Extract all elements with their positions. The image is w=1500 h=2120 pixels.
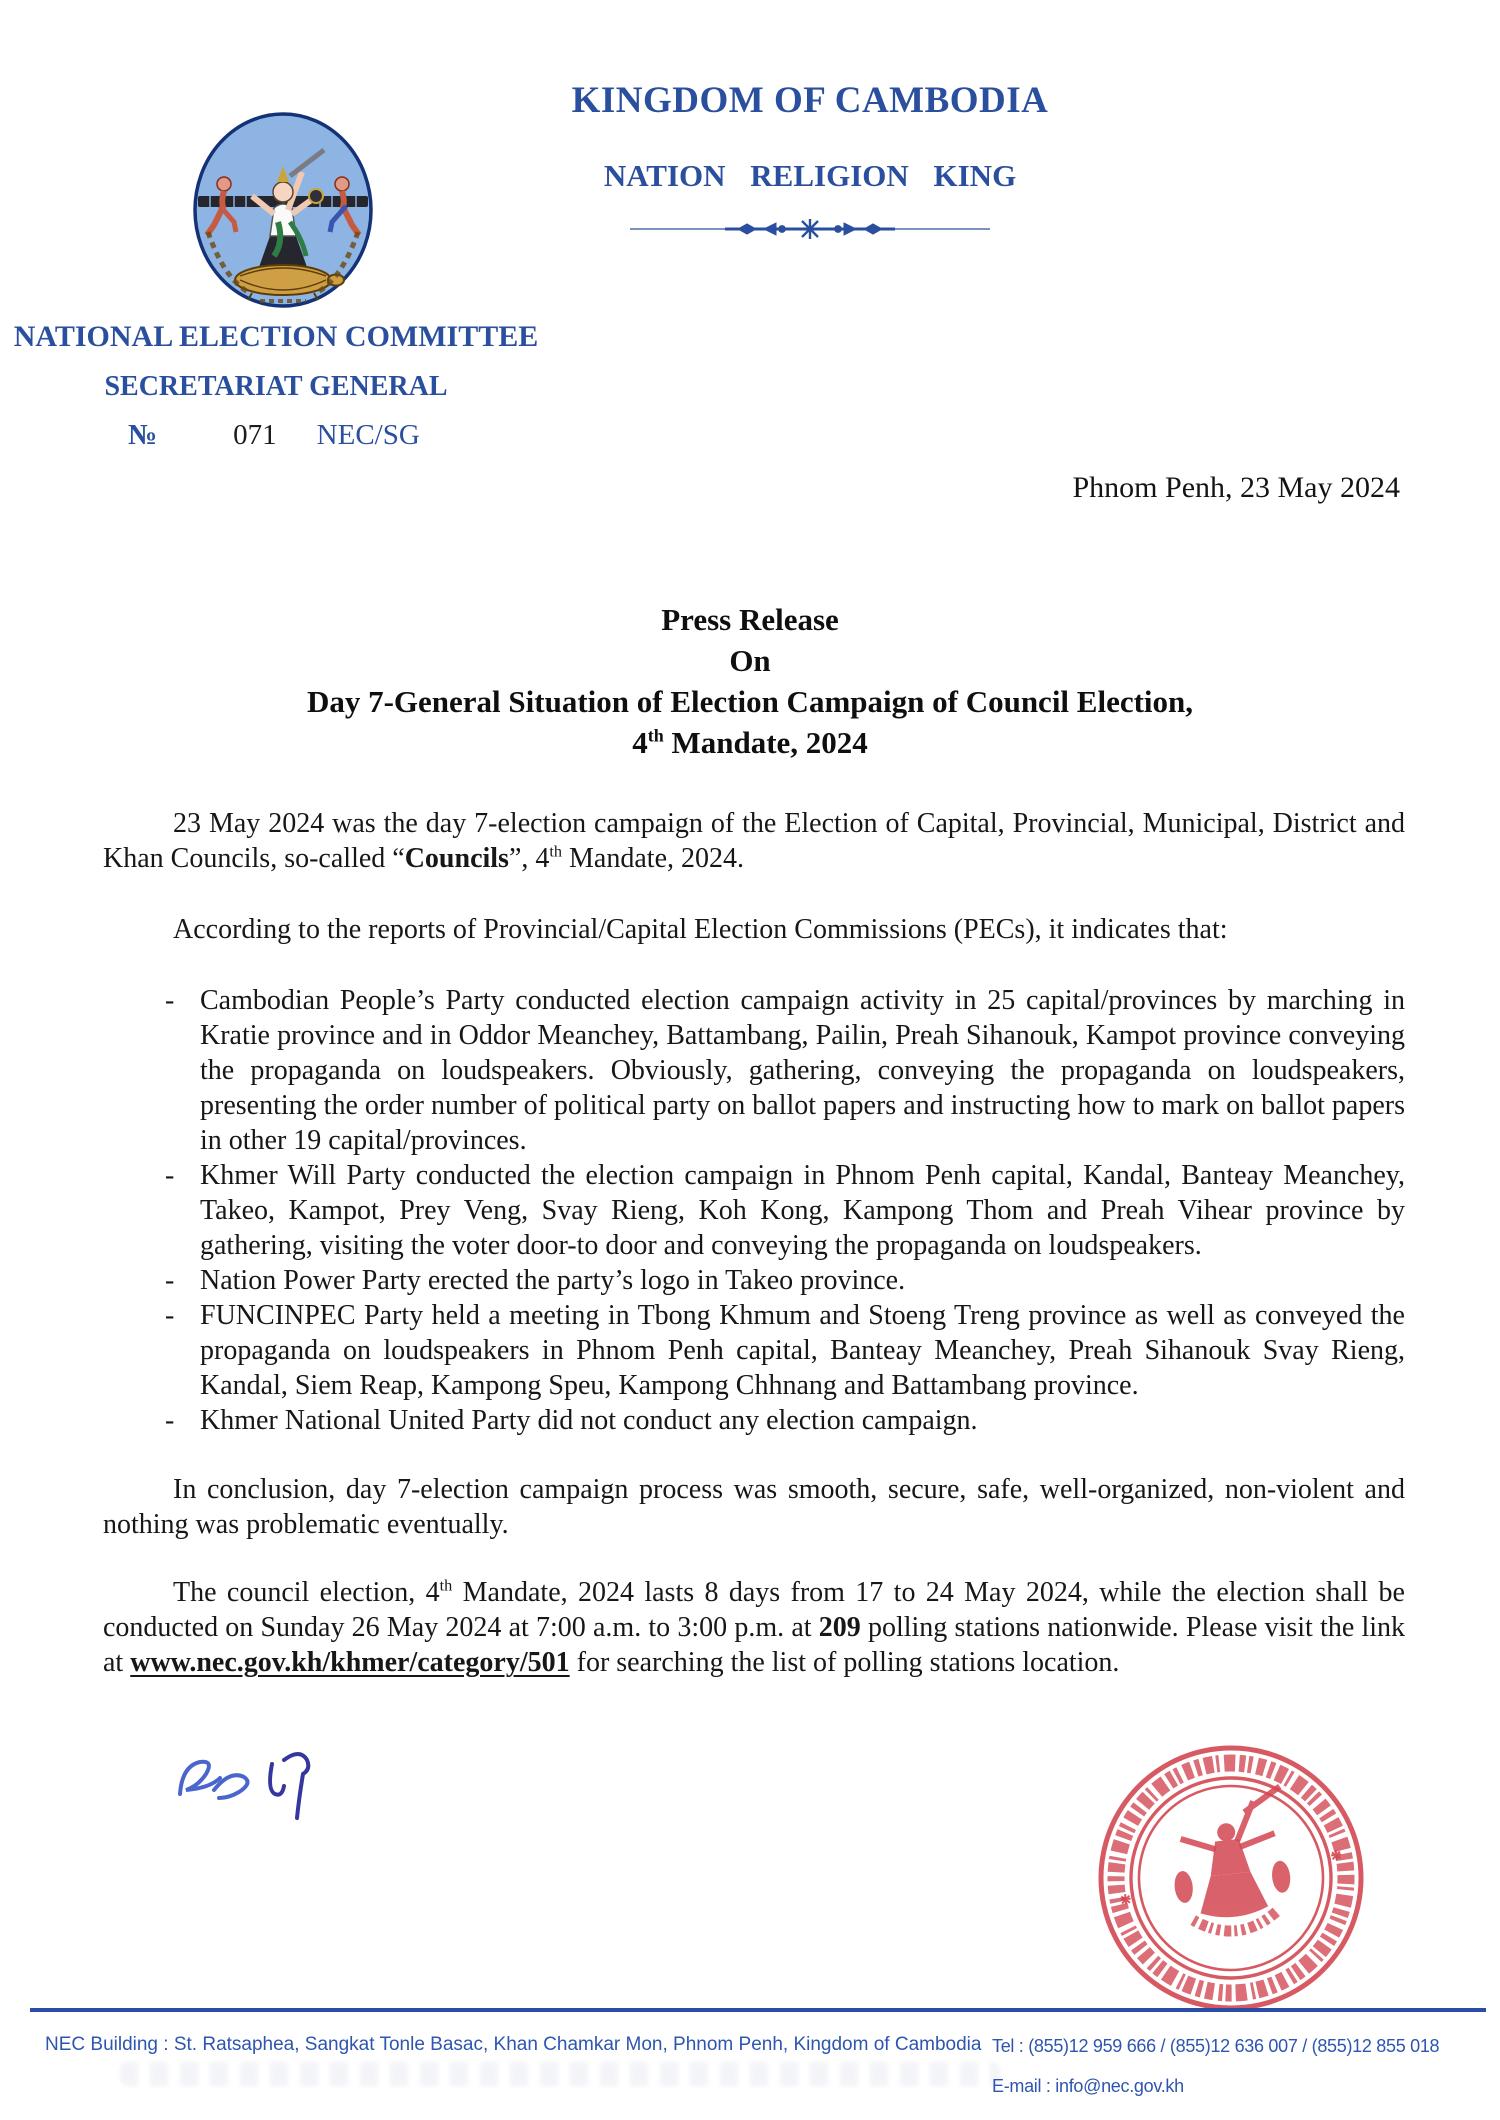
- footer-rule: [30, 2008, 1486, 2012]
- list-item: [103, 1263, 1405, 1298]
- dash-marker: -: [165, 1405, 175, 1436]
- committee-name: NATIONAL ELECTION COMMITTEE: [13, 320, 539, 353]
- nec-emblem-icon: [190, 110, 376, 310]
- issuing-organisation: [6, 318, 546, 405]
- list-item-text: Cambodian People’s Party conducted election campaign activity in 25 capital/provinces by marching in Kratie province and in Oddor Meanchey, Battambang, Pailin, Preah Sihanouk, Kampot province conveying the propaganda on loudspeakers. Obviously, gathering, conveying the propaganda on loudspeakers, presenting the order number of political party on ballot papers and instructing how to mark on ballot papers in other 19 capital/provinces.: [200, 985, 1405, 1156]
- intro-segment: ”, 4: [508, 843, 550, 874]
- dash-marker: -: [165, 1300, 175, 1331]
- secretariat-name: SECRETARIAT GENERAL: [104, 371, 448, 402]
- body-text: [103, 806, 1405, 1716]
- list-item: [103, 983, 1405, 1158]
- councils-term: Councils: [404, 843, 509, 874]
- mandate-ordinal: th: [647, 725, 664, 746]
- nec-category-link[interactable]: www.nec.gov.kh/khmer/category/501: [130, 1647, 570, 1678]
- footer-email: E-mail : info@nec.gov.kh: [992, 2076, 1184, 2096]
- footer-telephone: Tel : (855)12 959 666 / (855)12 636 007 / (855)12 855 018: [992, 2036, 1440, 2056]
- title-line-2: On: [729, 643, 771, 678]
- closing-segment: polling stations nationwide. Please visit the link at: [103, 1612, 1406, 1678]
- ornamental-divider-icon: [460, 218, 1160, 245]
- closing-segment: The council election, 4: [173, 1577, 440, 1608]
- letterhead: [460, 78, 1160, 245]
- closing-segment: for searching the list of polling stations location.: [569, 1647, 1120, 1678]
- polling-stations-count: 209: [818, 1612, 861, 1643]
- dash-marker: -: [165, 985, 175, 1016]
- dateline: Phnom Penh, 23 May 2024: [1072, 471, 1400, 504]
- paragraph-closing: [103, 1575, 1405, 1680]
- list-item: [103, 1403, 1405, 1438]
- intro-segment: 23 May 2024 was the day 7-election campaign of the Election of Capital, Provincial, Municipal, District and Khan Councils, so-called “: [103, 808, 1405, 874]
- campaign-activity-list: [103, 983, 1405, 1438]
- ordinal-sup: th: [549, 842, 563, 861]
- paragraph-intro: [103, 806, 1405, 876]
- dash-marker: -: [165, 1265, 175, 1296]
- list-item: [103, 1298, 1405, 1403]
- reference-number-line: [128, 419, 420, 452]
- list-item-text: FUNCINPEC Party held a meeting in Tbong Khmum and Stoeng Treng province as well as conveyed the propaganda on loudspeakers in Phnom Penh capital, Banteay Meanchey, Preah Sihanouk Svay Rieng, Kandal, Siem Reap, Kampong Speu, Kampong Chhnang and Battambang province.: [200, 1300, 1405, 1401]
- intro-segment: Mandate, 2024.: [562, 843, 744, 874]
- title-line-3: Day 7-General Situation of Election Campaign of Council Election,: [306, 684, 1194, 719]
- handwritten-initials-icon: [172, 1738, 352, 1843]
- ref-number-suffix: NEC/SG: [316, 419, 420, 451]
- footer-address: NEC Building : St. Ratsaphea, Sangkat Tonle Basac, Khan Chamkar Mon, Phnom Penh, Kingdom of Cambodia: [45, 2034, 982, 2055]
- footer-contact: [992, 2034, 1497, 2098]
- ref-number-value: 071: [233, 419, 277, 451]
- list-item: [103, 1158, 1405, 1263]
- title-line-1: Press Release: [661, 602, 839, 637]
- ref-number-label: №: [128, 419, 158, 451]
- print-bleed-artifact: [120, 2062, 1000, 2086]
- list-item-text: Khmer Will Party conducted the election campaign in Phnom Penh capital, Kandal, Banteay Meanchey, Takeo, Kampot, Prey Veng, Svay Rieng, Koh Kong, Kampong Thom and Preah Vihear province by gathering, visiting the voter door-to door and conveying the propaganda on loudspeakers.: [200, 1160, 1405, 1261]
- ordinal-sup: th: [439, 1576, 453, 1595]
- closing-segment: Mandate, 2024 lasts 8 days from 17 to 24 May 2024, while the election shall be conducted on Sunday 26 May 2024 at 7:00 a.m. to 3:00 p.m. at: [103, 1577, 1405, 1643]
- list-item-text: Khmer National United Party did not conduct any election campaign.: [200, 1405, 978, 1436]
- mandate-number: 4: [632, 725, 648, 760]
- nec-red-seal-stamp-icon: [1093, 1740, 1369, 2021]
- list-item-text: Nation Power Party erected the party’s logo in Takeo province.: [200, 1265, 906, 1296]
- dash-marker: -: [165, 1160, 175, 1191]
- paragraph-reports: According to the reports of Provincial/Capital Election Commissions (PECs), it indicates that:: [173, 914, 1228, 945]
- title-line-4: [0, 722, 1500, 763]
- document-title: [0, 599, 1500, 763]
- paragraph-conclusion: In conclusion, day 7-election campaign process was smooth, secure, safe, well-organized, non-violent and nothing was problematic eventually.: [103, 1474, 1405, 1540]
- kingdom-title: KINGDOM OF CAMBODIA: [571, 80, 1049, 121]
- mandate-rest: Mandate, 2024: [663, 725, 868, 760]
- national-motto: NATION RELIGION KING: [603, 158, 1017, 193]
